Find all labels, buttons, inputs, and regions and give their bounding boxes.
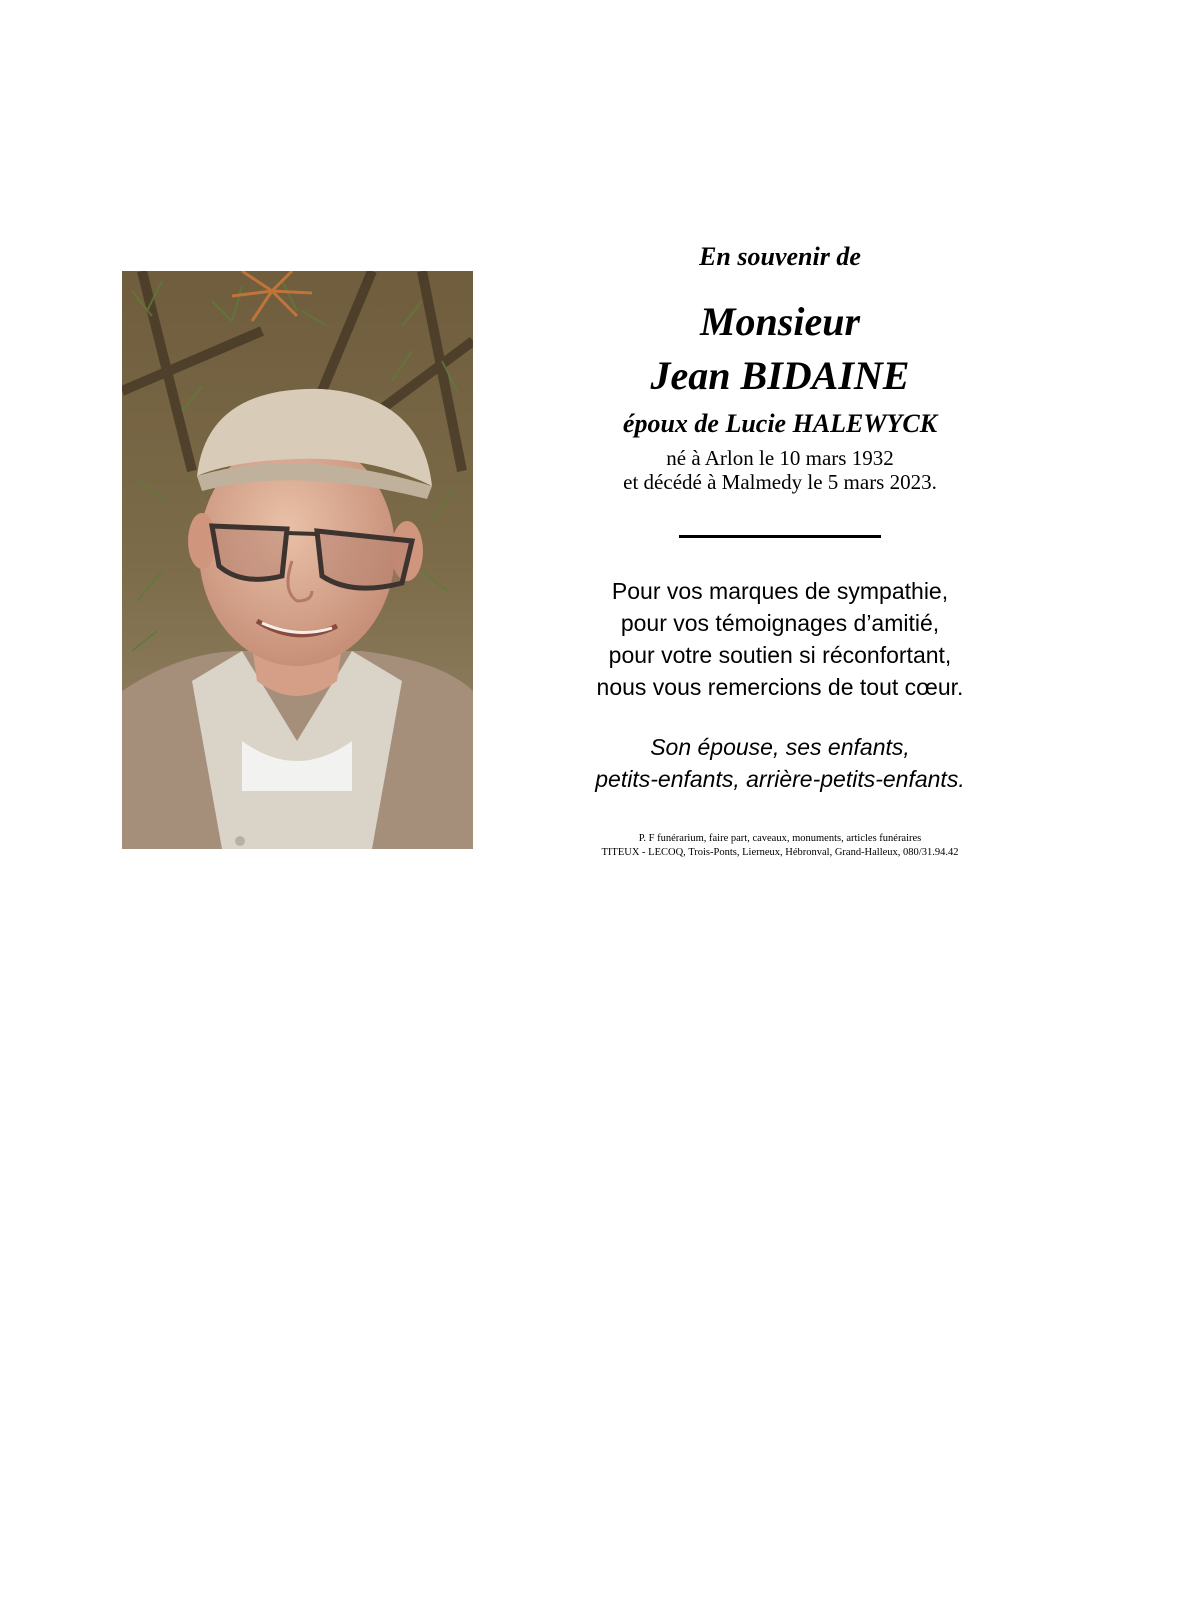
remembrance-card bbox=[560, 240, 1000, 860]
thanks-line: pour vos témoignages d’amitié, bbox=[620, 610, 940, 636]
thanks-line: Pour vos marques de sympathie, bbox=[611, 578, 949, 604]
thanks-line: pour votre soutien si réconfortant, bbox=[608, 642, 952, 668]
family-line: Son épouse, ses enfants, bbox=[650, 734, 910, 760]
funeral-home-line: TITEUX - LECOQ, Trois-Ponts, Lierneux, Hébronval, Grand-Halleux, 080/31.94.42 bbox=[601, 847, 959, 858]
divider-line bbox=[679, 535, 881, 538]
deceased-name: Jean BIDAINE bbox=[650, 353, 910, 398]
death-line: et décédé à Malmedy le 5 mars 2023. bbox=[623, 470, 937, 494]
family-signature bbox=[560, 731, 1000, 795]
portrait-illustration bbox=[122, 271, 473, 849]
thanks-message bbox=[560, 575, 1000, 703]
funeral-home-line: P. F funérarium, faire part, caveaux, monuments, articles funéraires bbox=[638, 833, 922, 844]
honorific: Monsieur bbox=[699, 299, 861, 344]
birth-line: né à Arlon le 10 mars 1932 bbox=[666, 446, 894, 470]
thanks-line: nous vous remercions de tout cœur. bbox=[596, 674, 964, 700]
family-line: petits-enfants, arrière-petits-enfants. bbox=[595, 766, 965, 792]
portrait-photo bbox=[122, 271, 473, 849]
intro-text: En souvenir de bbox=[699, 242, 861, 271]
spouse-line: époux de Lucie HALEWYCK bbox=[622, 409, 938, 438]
dates-block bbox=[560, 446, 1000, 494]
funeral-home-credit bbox=[560, 832, 1000, 860]
